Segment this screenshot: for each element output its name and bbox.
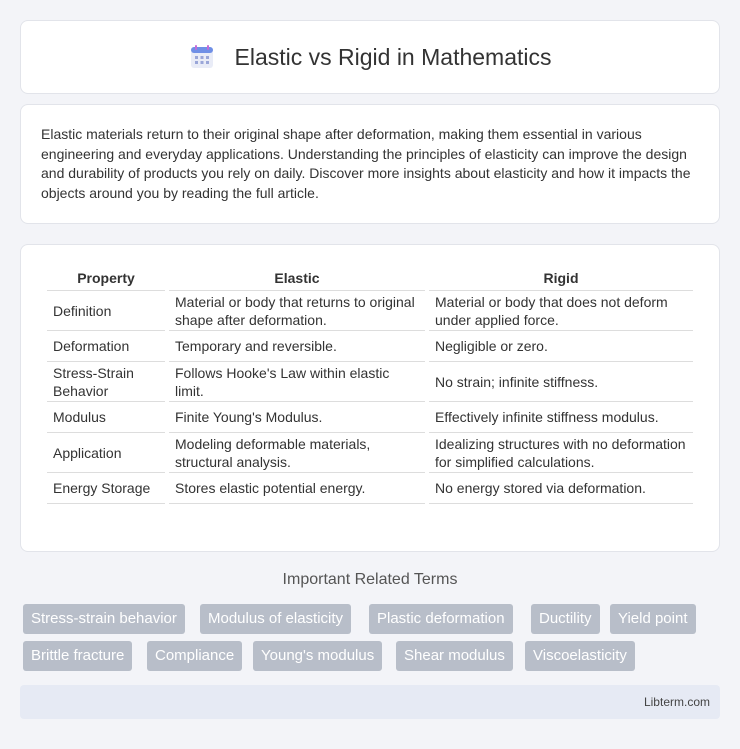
table-cell: Deformation [47, 331, 165, 362]
comparison-table [43, 265, 697, 504]
table-row [47, 331, 693, 362]
table-header-row [47, 265, 693, 291]
table-cell: Finite Young's Modulus. [169, 402, 425, 433]
related-term-tag[interactable]: Plastic deformation [369, 604, 513, 634]
related-term-tag[interactable]: Modulus of elasticity [200, 604, 351, 634]
intro-text: Elastic materials return to their original shape after deformation, making them essential in various engineering and everyday applications. Understanding the principles of elasticity can improve the design and durability of products you rely on daily. Discover more insights about elasticity and how it impacts the objects around you by reading the full article. [41, 126, 691, 201]
table-cell: Stress-Strain Behavior [47, 362, 165, 402]
table-row [47, 402, 693, 433]
table-row [47, 291, 693, 331]
related-term-tag[interactable]: Viscoelasticity [525, 641, 635, 671]
related-term-tag[interactable]: Shear modulus [396, 641, 513, 671]
table-cell: Follows Hooke's Law within elastic limit. [169, 362, 425, 402]
table-cell: Energy Storage [47, 473, 165, 504]
related-term-tag[interactable]: Brittle fracture [23, 641, 132, 671]
calendar-icon [189, 44, 215, 70]
table-cell: Temporary and reversible. [169, 331, 425, 362]
table-cell: Stores elastic potential energy. [169, 473, 425, 504]
table-cell: No strain; infinite stiffness. [429, 362, 693, 402]
table-cell: Idealizing structures with no deformation for simplified calculations. [429, 433, 693, 473]
intro-card [20, 104, 720, 224]
footer-site-link[interactable]: Libterm.com [643, 695, 710, 709]
table-cell: Negligible or zero. [429, 331, 693, 362]
column-header-property: Property [47, 265, 165, 291]
table-row [47, 362, 693, 402]
page-title: Elastic vs Rigid in Mathematics [234, 43, 552, 70]
table-cell: Modeling deformable materials, structural analysis. [169, 433, 425, 473]
column-header-rigid: Rigid [429, 265, 693, 291]
table-row [47, 433, 693, 473]
table-cell: Material or body that does not deform under applied force. [429, 291, 693, 331]
related-term-tag[interactable]: Compliance [147, 641, 242, 671]
related-term-tag[interactable]: Young's modulus [253, 641, 382, 671]
header-card [20, 20, 720, 94]
related-term-tag[interactable]: Stress-strain behavior [23, 604, 185, 634]
table-cell: Effectively infinite stiffness modulus. [429, 402, 693, 433]
comparison-table-card [20, 244, 720, 552]
related-terms-title: Important Related Terms [282, 571, 458, 588]
table-row [47, 473, 693, 504]
related-term-tag[interactable]: Ductility [531, 604, 600, 634]
table-cell: Modulus [47, 402, 165, 433]
table-cell: Application [47, 433, 165, 473]
table-cell: Material or body that returns to original shape after deformation. [169, 291, 425, 331]
table-cell: Definition [47, 291, 165, 331]
table-cell: No energy stored via deformation. [429, 473, 693, 504]
related-term-tag[interactable]: Yield point [610, 604, 696, 634]
column-header-elastic: Elastic [169, 265, 425, 291]
footer [20, 685, 720, 719]
